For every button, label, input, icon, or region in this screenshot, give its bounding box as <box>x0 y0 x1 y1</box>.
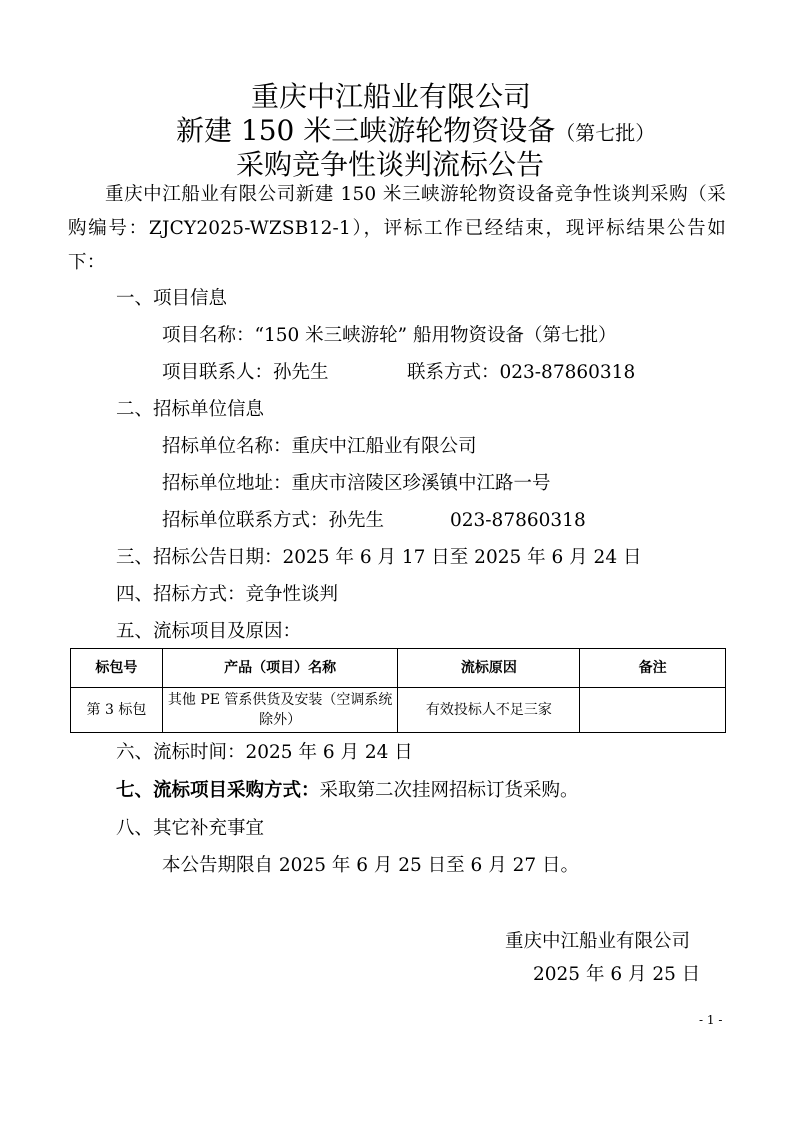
tender-unit-address: 招标单位地址：重庆市涪陵区珍溪镇中江路一号 <box>162 473 551 494</box>
section-7 <box>116 778 579 804</box>
section-6-time: 六、流标时间：2025 年 6 月 24 日 <box>116 742 413 763</box>
section-2-title: 二、招标单位信息 <box>116 399 265 420</box>
project-title <box>176 114 655 150</box>
cell-remarks <box>580 688 726 733</box>
page-number: - 1 - <box>699 1013 723 1027</box>
section-8-title: 八、其它补充事宜 <box>116 818 265 839</box>
signature-date: 2025 年 6 月 25 日 <box>533 964 701 985</box>
section-4-method: 四、招标方式：竞争性谈判 <box>116 584 339 605</box>
section-1-title: 一、项目信息 <box>116 288 228 309</box>
failed-bid-table <box>70 648 726 733</box>
project-name: 项目名称：“150 米三峡游轮” 船用物资设备（第七批） <box>162 325 617 346</box>
table-row <box>71 688 726 733</box>
header-product-name: 产品（项目）名称 <box>162 649 398 688</box>
project-main: 新建 150 米三峡游轮物资设备 <box>176 114 556 147</box>
tender-unit-contact: 招标单位联系方式：孙先生 <box>162 510 385 531</box>
tender-unit-name: 招标单位名称：重庆中江船业有限公司 <box>162 436 477 457</box>
cell-lot-number: 第 3 标包 <box>71 688 163 733</box>
header-lot-number: 标包号 <box>71 649 163 688</box>
company-title: 重庆中江船业有限公司 <box>251 80 532 113</box>
section-8-text: 本公告期限自 2025 年 6 月 25 日至 6 月 27 日。 <box>162 855 580 876</box>
notice-title: 采购竞争性谈判流标公告 <box>236 148 545 181</box>
table-header-row <box>71 649 726 688</box>
cell-product-name: 其他 PE 管系供货及安装（空调系统除外） <box>162 688 398 733</box>
tender-unit-phone: 023-87860318 <box>450 510 586 531</box>
intro-paragraph: 重庆中江船业有限公司新建 150 米三峡游轮物资设备竞争性谈判采购（采购编号：ZJCY2025-WZSB12-1），评标工作已经结束，现评标结果公告如下： <box>68 184 726 273</box>
signature-company: 重庆中江船业有限公司 <box>505 931 691 952</box>
section-3-dates: 三、招标公告日期：2025 年 6 月 17 日至 2025 年 6 月 24 日 <box>116 547 642 568</box>
section-7-text: 采取第二次挂网招标订货采购。 <box>319 780 579 801</box>
header-remarks: 备注 <box>580 649 726 688</box>
section-7-label: 七、流标项目采购方式： <box>116 780 320 801</box>
project-batch: （第七批） <box>555 121 656 145</box>
section-5-title: 五、流标项目及原因： <box>116 621 302 642</box>
header-failure-reason: 流标原因 <box>398 649 580 688</box>
project-contact-person: 项目联系人：孙先生 <box>162 362 329 383</box>
cell-failure-reason: 有效投标人不足三家 <box>398 688 580 733</box>
project-contact-phone: 联系方式：023-87860318 <box>407 362 636 383</box>
